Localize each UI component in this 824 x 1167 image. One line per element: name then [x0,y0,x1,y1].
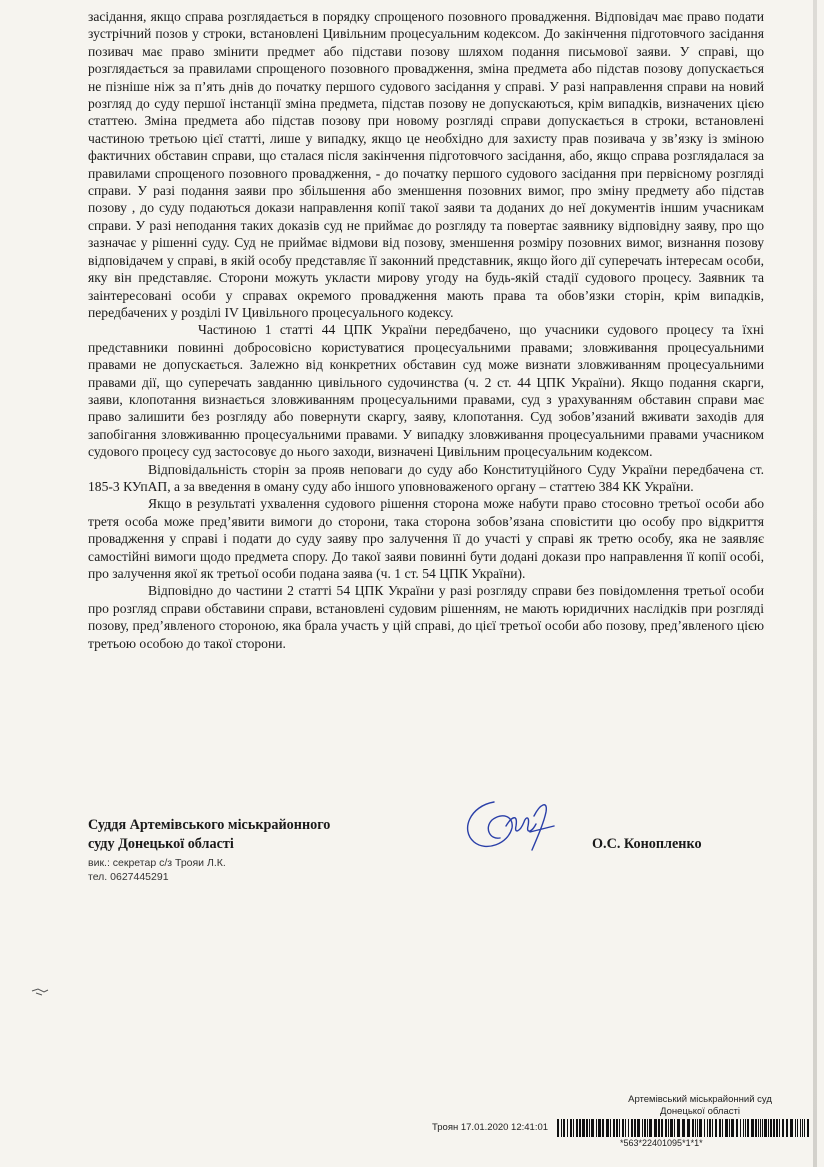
barcode-bar [786,1119,788,1137]
barcode-bar [674,1119,675,1137]
court-line: Донецької області [660,1105,740,1117]
barcode-bar [699,1119,702,1137]
barcode-bar [782,1119,784,1137]
barcode-bar [661,1119,663,1137]
barcode-bar [606,1119,609,1137]
barcode-bar [668,1119,669,1137]
barcode-bar [665,1119,667,1137]
barcode-bar [770,1119,772,1137]
barcode-bar [631,1119,633,1137]
barcode-bar [709,1119,711,1137]
barcode-bar [670,1119,673,1137]
barcode-bar [586,1119,588,1137]
paragraph: Відповідальність сторін за прояв неповаги до суду або Конституційного Суду України передбачена ст. 185-3 КУпАП, а за введення в оману суду або іншого уповноваженого органу – статтею 384 КК України. [88,461,764,494]
judge-name: О.С. Конопленко [592,836,702,852]
barcode-bar [800,1119,801,1137]
barcode-bar [582,1119,585,1137]
barcode-bar [692,1119,694,1137]
barcode-bar [768,1119,769,1137]
barcode-bar [619,1119,620,1137]
barcode-bar [697,1119,698,1137]
judge-title-line: Суддя Артемівського міськрайонного [88,817,331,833]
barcode-bar [802,1119,803,1137]
barcode-bar [610,1119,611,1137]
document-footer [420,1094,815,1158]
barcode-bar [654,1119,657,1137]
barcode-bar [573,1119,574,1137]
court-line: Артемівський міськрайонний суд [628,1094,772,1105]
executor-line: вик.: секретар с/з Трояи Л.К. [88,857,226,869]
barcode-bar [596,1119,597,1137]
paragraph: Якщо в результаті ухвалення судового рішення сторона може набути право стосовно третьої особи або третя особа може пред’явити вимоги до сторони, така сторона зобов’язана сповістити цю особу про відкриття провадження у справі і подати до суду заяву про залучення її до участі у справі як третю особу, яка не заявляє самостійні вимоги щодо предмета спору. До такої заяви повинні бути додані докази про направлення її копії особі, про залучення якої як третьої особи подана заява (ч. 1 ст. 54 ЦПК України). [88,496,764,581]
judge-title-line: суду Донецької області [88,836,234,852]
barcode-bar [776,1119,778,1137]
paragraph: Відповідно до частини 2 статті 54 ЦПК України у разі розгляду справи без повідомлення третьої особи про розгляд справи обставини справи, встановлені судовим рішенням, не мають юридичних наслідків при розгляді позову, пред’явленого стороною, яка брала участь у цій справі, до цієї третьої особи або позову, пред’явленого цією третьою особою до такої сторони. [88,583,764,651]
barcode-bar [576,1119,578,1137]
barcode-bar [687,1119,690,1137]
barcode-bar [637,1119,640,1137]
barcode-bar [807,1119,809,1137]
barcode-bar [598,1119,601,1137]
barcode-bar [751,1119,754,1137]
barcode-bar [729,1119,730,1137]
judge-title [88,816,330,854]
barcode-bar [804,1119,805,1137]
barcode-bar [628,1119,629,1137]
signature-block [88,816,768,896]
barcode-bar [658,1119,660,1137]
barcode-bar [790,1119,793,1137]
barcode-bar [731,1119,734,1137]
barcode-bar [570,1119,572,1137]
barcode [557,1119,811,1137]
barcode-bar [773,1119,775,1137]
barcode-bar [760,1119,761,1137]
phone-line: тел. 0627445291 [88,871,169,883]
barcode-bar [561,1119,562,1137]
barcode-bar [647,1119,648,1137]
barcode-bar [644,1119,646,1137]
barcode-bar [613,1119,615,1137]
barcode-bar [622,1119,624,1137]
barcode-bar [795,1119,796,1137]
barcode-bar [557,1119,559,1137]
barcode-bar [779,1119,780,1137]
barcode-bar [579,1119,581,1137]
barcode-bar [764,1119,767,1137]
barcode-bar [591,1119,594,1137]
barcode-bar [589,1119,590,1137]
barcode-code: *563*22401095*1*1* [620,1138,703,1148]
barcode-bar [745,1119,746,1137]
paragraph: засідання, якщо справа розглядається в порядку спрощеного позовного провадження. Відповідач має право подати зустрічний позов у строки, встановлені Цивільним процесуальним кодексом. До закінчення підготовчого засідання позивач має право змінити предмет або підстави позову шляхом подання письмової заяви. У справі, що розглядається за правилами спрощеного позовного провадження, зміна предмета або підстав позову допускається не пізніше ніж за п’ять днів до початку першого судового засідання у справі. У разі направлення справи на новий розгляд до суду першої інстанції зміна предмета, підстав позову не допускаються, крім випадків, визначених цією статтею. Зміна предмета або підстав позову при новому розгляді справи допускається в строки, встановлені частиною третьою цієї статті, лише у випадку, якщо це необхідно для захисту прав позивача у зв’язку із зміною фактичних обставин справи, що сталася після закінчення підготовчого засідання, або, якщо справа розглядалася за правилами спрощеного позовного провадження, - до початку першого судового засідання при первісному розгляді справи. У разі подання заяви про збільшення або зменшення позовних вимог, про зміну предмету або підстав позову , до суду подаються докази направлення копії такої заяви та доданих до неї документів іншим учасникам справи. У разі неподання таких доказів суд не приймає до розгляду та повертає заявнику відповідну заяву, про що зазначає у рішенні суду. Суд не приймає відмови від позову, зменшення розміру позовних вимог, визнання позову відповідачем у справі, в якій особу представляє її законний представник, якщо його дії суперечать інтересам особи, яку він представляє. Сторони можуть укласти мирову угоду на будь-якій стадії судового процесу. Заявник та заінтересовані особи у справах окремого провадження мають права та обов’язки сторін, крім випадків, передбачених у розділі IV Цивільного процесуального кодексу. [88,9,764,320]
barcode-bar [736,1119,738,1137]
barcode-bar [743,1119,744,1137]
barcode-bar [797,1119,798,1137]
barcode-bar [740,1119,741,1137]
barcode-bar [755,1119,757,1137]
scan-edge [813,0,817,1167]
barcode-bar [762,1119,763,1137]
paragraph: Частиною 1 статті 44 ЦПК України передбачено, що учасники судового процесу та їхні представники повинні добросовісно користуватися процесуальними правами; зловживання процесуальними правами не допускається. Залежно від конкретних обставин суд може визнати зловживанням процесуальними правами дії, що суперечать завданню цивільного судочинства (ч. 2 ст. 44 ЦПК України). Якщо подання скарги, заяви, клопотання визнається зловживанням процесуальними правами, суд з урахуванням обставин справи має право залишити без розгляду або повернути скаргу, заяву, клопотання. Суд зобов’язаний вживати заходів для запобігання зловживанню процесуальними правами. У випадку зловживання процесуальними правами учасником судового процесу суд застосовує до нього заходи, визначені Цивільним процесуальним кодексом. [88,322,764,460]
barcode-bar [704,1119,705,1137]
barcode-bar [725,1119,728,1137]
barcode-bar [602,1119,604,1137]
barcode-bar [649,1119,652,1137]
barcode-bar [677,1119,680,1137]
barcode-bar [715,1119,717,1137]
scan-speck [30,985,50,999]
court-stamp [590,1094,810,1117]
executor-info [88,856,226,884]
barcode-bar [642,1119,643,1137]
barcode-bar [758,1119,759,1137]
barcode-bar [634,1119,636,1137]
barcode-bar [722,1119,723,1137]
handwritten-signature [456,786,566,856]
barcode-bar [747,1119,749,1137]
barcode-bar [712,1119,713,1137]
registration-stamp: Троян 17.01.2020 12:41:01 [432,1122,549,1133]
barcode-bar [682,1119,685,1137]
barcode-bar [563,1119,565,1137]
barcode-bar [616,1119,618,1137]
barcode-bar [707,1119,708,1137]
barcode-bar [567,1119,568,1137]
barcode-bar [625,1119,626,1137]
document-body [88,8,764,652]
barcode-bar [695,1119,696,1137]
barcode-bar [719,1119,721,1137]
